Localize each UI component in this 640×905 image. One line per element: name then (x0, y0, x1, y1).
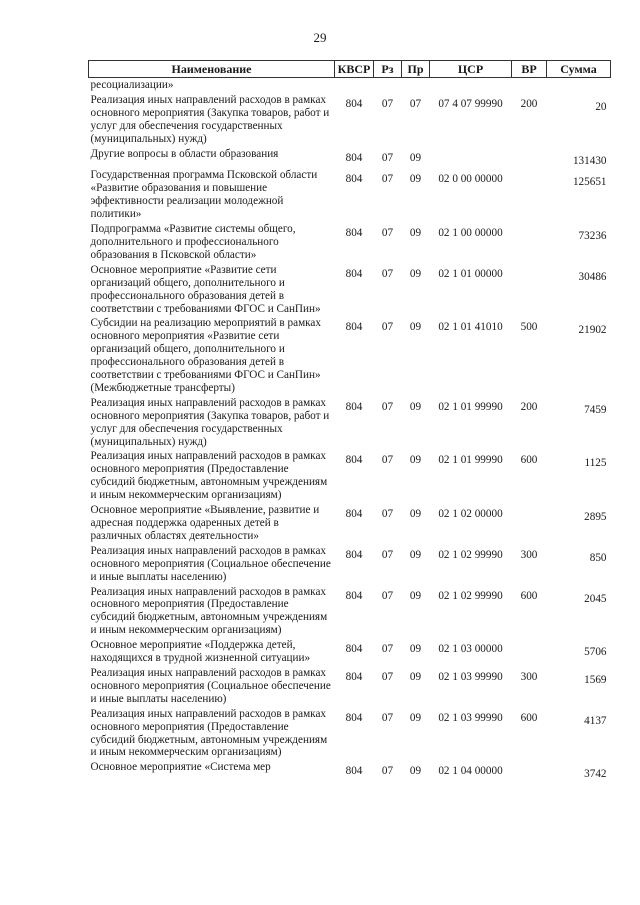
cell-kvsr: 804 (345, 227, 363, 240)
cell-vr (512, 503, 547, 544)
cell-vr: 300 (520, 548, 538, 561)
table-row (89, 168, 611, 222)
cell-name: Основное мероприятие «Развитие сети организаций общего, дополнительного и профессионального образования детей в соответствии с требованиями ФГОС и СанПин» (90, 263, 321, 315)
cell-name: Реализация иных направлений расходов в рамках основного мероприятия (Предоставление субсидий бюджетным, автономным учреждениям и иным некоммерческим организациям) (90, 707, 328, 759)
cell-name: Государственная программа Псковской области «Развитие образования и повышение эффективности реализации молодежной политики» (90, 169, 318, 221)
cell-vr (512, 222, 547, 263)
cell-rz: 07 (381, 227, 394, 240)
cell-csr: 02 1 02 99990 (438, 548, 503, 561)
cell-kvsr: 804 (345, 454, 363, 467)
cell-kvsr: 804 (345, 173, 363, 186)
cell-pr: 09 (409, 548, 422, 561)
cell-kvsr: 804 (345, 643, 363, 656)
cell-sum: 2045 (584, 592, 607, 605)
cell-pr: 09 (409, 643, 422, 656)
cell-vr (512, 263, 547, 317)
cell-vr: 600 (520, 711, 538, 724)
cell-sum: 2895 (584, 511, 607, 524)
table-row (89, 449, 611, 503)
table-row (89, 707, 611, 761)
cell-sum: 30486 (578, 270, 607, 283)
cell-name: Реализация иных направлений расходов в рамках основного мероприятия (Социальное обеспечение и иные выплаты населению) (90, 666, 331, 705)
table-row (89, 544, 611, 585)
cell-csr: 02 1 01 99990 (438, 454, 503, 467)
cell-kvsr (335, 78, 374, 93)
cell-vr (512, 760, 547, 782)
cell-rz: 07 (381, 670, 394, 683)
cell-vr (512, 168, 547, 222)
cell-kvsr: 804 (345, 670, 363, 683)
cell-name: Основное мероприятие «Система мер (90, 761, 271, 774)
table-row (89, 638, 611, 666)
cell-sum: 131430 (572, 154, 607, 167)
cell-csr: 02 1 03 00000 (438, 643, 503, 656)
cell-rz: 07 (381, 173, 394, 186)
cell-csr: 02 1 02 00000 (438, 508, 503, 521)
header-name: Наименование (89, 61, 335, 78)
cell-rz: 07 (381, 151, 394, 164)
cell-name: Реализация иных направлений расходов в рамках основного мероприятия (Закупка товаров, работ и услуг для обеспечения государственных (муниципальных) нужд) (90, 93, 330, 145)
cell-csr: 02 0 00 00000 (438, 173, 503, 186)
cell-vr: 300 (520, 670, 538, 683)
cell-pr: 09 (409, 173, 422, 186)
cell-sum: 4137 (584, 714, 607, 727)
table-row (89, 760, 611, 782)
table-row (89, 396, 611, 450)
cell-csr: 07 4 07 99990 (438, 97, 503, 110)
table-row (89, 93, 611, 147)
cell-sum: 1125 (584, 457, 607, 470)
cell-sum: 21902 (578, 324, 607, 337)
header-pr: Пр (402, 61, 430, 78)
cell-rz: 07 (381, 454, 394, 467)
cell-kvsr: 804 (345, 400, 363, 413)
cell-rz (374, 78, 402, 93)
cell-pr: 09 (409, 589, 422, 602)
cell-csr: 02 1 03 99990 (438, 670, 503, 683)
cell-csr (430, 78, 512, 93)
cell-pr: 09 (409, 321, 422, 334)
cell-sum: 20 (595, 100, 607, 113)
cell-kvsr: 804 (345, 151, 363, 164)
cell-rz: 07 (381, 711, 394, 724)
budget-table (88, 60, 611, 782)
cell-pr: 09 (409, 711, 422, 724)
cell-name: Реализация иных направлений расходов в рамках основного мероприятия (Социальное обеспечение и иные выплаты населению) (90, 544, 331, 583)
table-row (89, 263, 611, 317)
table-body (89, 78, 611, 783)
cell-rz: 07 (381, 321, 394, 334)
cell-sum: 3742 (584, 768, 607, 781)
table-header-row (89, 61, 611, 78)
cell-kvsr: 804 (345, 97, 363, 110)
table-row (89, 585, 611, 639)
cell-name: ресоциализации» (90, 79, 174, 91)
cell-csr: 02 1 01 41010 (438, 321, 503, 334)
cell-csr: 02 1 03 99990 (438, 711, 503, 724)
table-row (89, 222, 611, 263)
cell-rz: 07 (381, 765, 394, 778)
cell-rz: 07 (381, 508, 394, 521)
cell-pr: 09 (409, 267, 422, 280)
cell-pr (402, 78, 430, 93)
cell-pr: 09 (409, 454, 422, 467)
cell-csr: 02 1 02 99990 (438, 589, 503, 602)
cell-pr: 09 (409, 400, 422, 413)
cell-rz: 07 (381, 400, 394, 413)
cell-vr (512, 638, 547, 666)
cell-vr: 500 (520, 321, 538, 334)
cell-name: Основное мероприятие «Поддержка детей, находящихся в трудной жизненной ситуации» (90, 639, 311, 665)
header-csr: ЦСР (430, 61, 512, 78)
cell-pr: 09 (409, 670, 422, 683)
header-sum: Сумма (547, 61, 611, 78)
cell-name: Субсидии на реализацию мероприятий в рамках основного мероприятия «Развитие сети организаций общего, дополнительного и профессионального образования детей в соответствии с требованиями ФГОС и СанПин» (Межбюджетные трансферты) (90, 317, 321, 394)
cell-csr: 02 1 04 00000 (438, 765, 503, 778)
cell-kvsr: 804 (345, 508, 363, 521)
cell-sum (547, 78, 611, 93)
header-rz: Рз (374, 61, 402, 78)
cell-kvsr: 804 (345, 711, 363, 724)
cell-name: Другие вопросы в области образования (90, 147, 279, 160)
cell-sum: 1569 (584, 673, 607, 686)
cell-vr: 600 (520, 454, 538, 467)
cell-name: Реализация иных направлений расходов в рамках основного мероприятия (Закупка товаров, работ и услуг для обеспечения государственных (муниципальных) нужд) (90, 396, 330, 448)
cell-pr: 09 (409, 151, 422, 164)
cell-name: Основное мероприятие «Выявление, развитие и адресная поддержка одаренных детей в различных областях деятельности» (90, 504, 320, 542)
cell-kvsr: 804 (345, 267, 363, 280)
cell-rz: 07 (381, 97, 394, 110)
cell-vr: 600 (520, 589, 538, 602)
cell-csr: 02 1 01 00000 (438, 267, 503, 280)
cell-csr: 02 1 00 00000 (438, 227, 503, 240)
table-row (89, 316, 611, 395)
cell-vr (512, 147, 547, 169)
cell-sum: 5706 (584, 646, 607, 659)
cell-rz: 07 (381, 589, 394, 602)
cell-pr: 09 (409, 765, 422, 778)
cell-rz: 07 (381, 548, 394, 561)
cell-name: Реализация иных направлений расходов в рамках основного мероприятия (Предоставление субсидий бюджетным, автономным учреждениям и иным некоммерческим организациям) (90, 585, 328, 637)
cell-name: Реализация иных направлений расходов в рамках основного мероприятия (Предоставление субсидий бюджетным, автономным учреждениям и иным некоммерческим организациям) (90, 450, 328, 502)
cell-name: Подпрограмма «Развитие системы общего, дополнительного и профессионального образования в Псковской области» (90, 223, 296, 261)
cell-csr (430, 147, 512, 169)
cell-vr (512, 78, 547, 93)
cell-rz: 07 (381, 267, 394, 280)
cell-kvsr: 804 (345, 589, 363, 602)
header-vr: ВР (512, 61, 547, 78)
table-row (89, 78, 611, 93)
cell-vr: 200 (520, 400, 538, 413)
cell-csr: 02 1 01 99990 (438, 400, 503, 413)
cell-sum: 850 (589, 551, 607, 564)
cell-pr: 09 (409, 227, 422, 240)
cell-vr: 200 (520, 97, 538, 110)
cell-sum: 125651 (572, 176, 607, 189)
cell-rz: 07 (381, 643, 394, 656)
table-row (89, 147, 611, 169)
table-row (89, 503, 611, 544)
table-row (89, 666, 611, 707)
cell-kvsr: 804 (345, 321, 363, 334)
cell-pr: 09 (409, 508, 422, 521)
cell-pr: 07 (409, 97, 422, 110)
cell-sum: 7459 (584, 403, 607, 416)
cell-kvsr: 804 (345, 765, 363, 778)
header-kvsr: КВСР (335, 61, 374, 78)
cell-sum: 73236 (578, 230, 607, 243)
cell-kvsr: 804 (345, 548, 363, 561)
page-number: 29 (313, 30, 327, 45)
